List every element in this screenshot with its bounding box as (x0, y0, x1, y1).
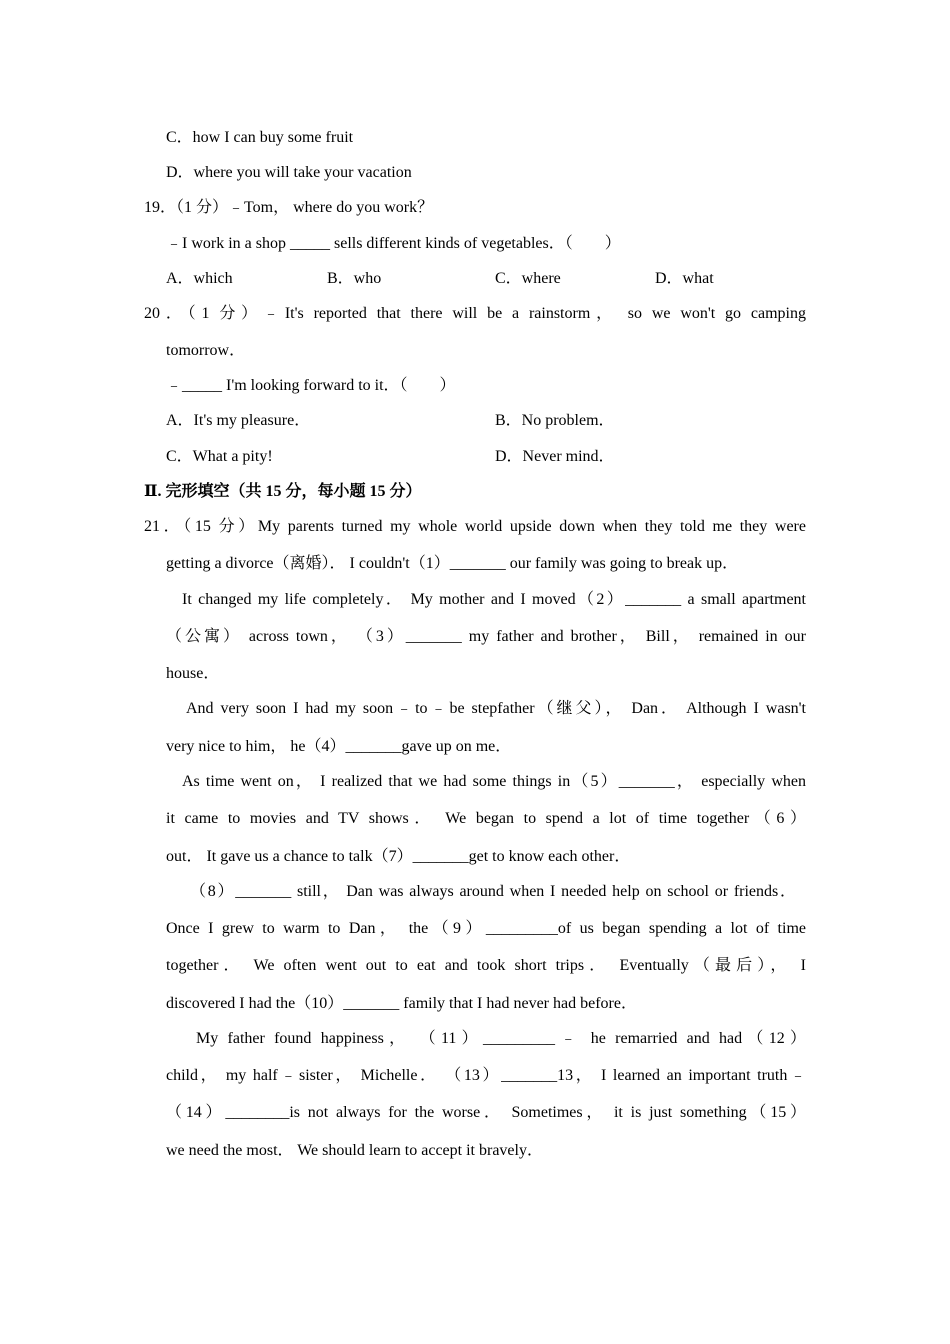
q21-line: As time went on， I realized that we had some things in（5）_______， especially when (182, 773, 806, 790)
q18-option-c: C．how I can buy some fruit (166, 129, 354, 146)
section-heading: Ⅱ. 完形填空（共 15 分，每小题 15 分） (144, 483, 422, 500)
q21-line: （14）________is not always for the worse． Sometimes， it is just something（15） (166, 1104, 806, 1121)
q21-line: Once I grew to warm to Dan， the（9）_________of us began spending a lot of time (166, 920, 806, 937)
q21-line: we need the most． We should learn to accept it bravely． (166, 1142, 543, 1159)
q20-option-b: B．No problem． (495, 412, 615, 429)
q20-option-d: D．Never mind． (495, 448, 615, 465)
q19-option-c: C．where (495, 270, 561, 287)
q21-line: And very soon I had my soon﹣to﹣be stepfather（继父）， Dan． Although I wasn't (186, 700, 806, 717)
q19-stem: 19．（1 分）﹣Tom， where do you work？ (144, 199, 434, 216)
q21-line: （公寓） across town， （3）_______ my father and brother， Bill， remained in our (166, 628, 806, 645)
q19-line2: ﹣I work in a shop _____ sells different kinds of vegetables．（ ） (166, 235, 621, 252)
q20-stem: 20．（1 分）﹣It's reported that there will be a rainstorm， so we won't go camping (144, 305, 806, 322)
q21-line: child， my half﹣sister， Michelle． （13）_______13， I learned an important truth﹣ (166, 1067, 806, 1084)
q21-line: very nice to him， he（4）_______gave up on me． (166, 738, 512, 755)
q21-line: house． (166, 665, 220, 682)
q19-option-d: D．what (655, 270, 714, 287)
q18-option-d: D．where you will take your vacation (166, 164, 412, 181)
q21-line: （8）_______ still， Dan was always around when I needed help on school or friends． (190, 883, 796, 900)
q19-option-b: B．who (327, 270, 382, 287)
q19-option-a: A．which (166, 270, 233, 287)
q21-line: It changed my life completely． My mother and I moved（2）_______ a small apartment (182, 591, 806, 608)
q21-line: My father found happiness， （11）_________﹣ he remarried and had（12） (196, 1030, 806, 1047)
q20-option-a: A．It's my pleasure． (166, 412, 311, 429)
q21-line: it came to movies and TV shows． We began to spend a lot of time together（6） (166, 810, 806, 827)
q21-line: out． It gave us a chance to talk（7）_______get to know each other． (166, 848, 631, 865)
q21-line: getting a divorce（离婚）． I couldn't（1）_______ our family was going to break up． (166, 555, 739, 572)
q20-option-c: C．What a pity! (166, 448, 273, 465)
q21-line: together． We often went out to eat and took short trips． Eventually（最后）， I (166, 957, 806, 974)
q20-line2: ﹣_____ I'm looking forward to it．（ ） (166, 377, 456, 394)
q21-line: 21．（15 分）My parents turned my whole world upside down when they told me they were (144, 518, 806, 535)
q21-line: discovered I had the（10）_______ family that I had never had before． (166, 995, 637, 1012)
q20-stem-cont: tomorrow． (166, 342, 246, 359)
